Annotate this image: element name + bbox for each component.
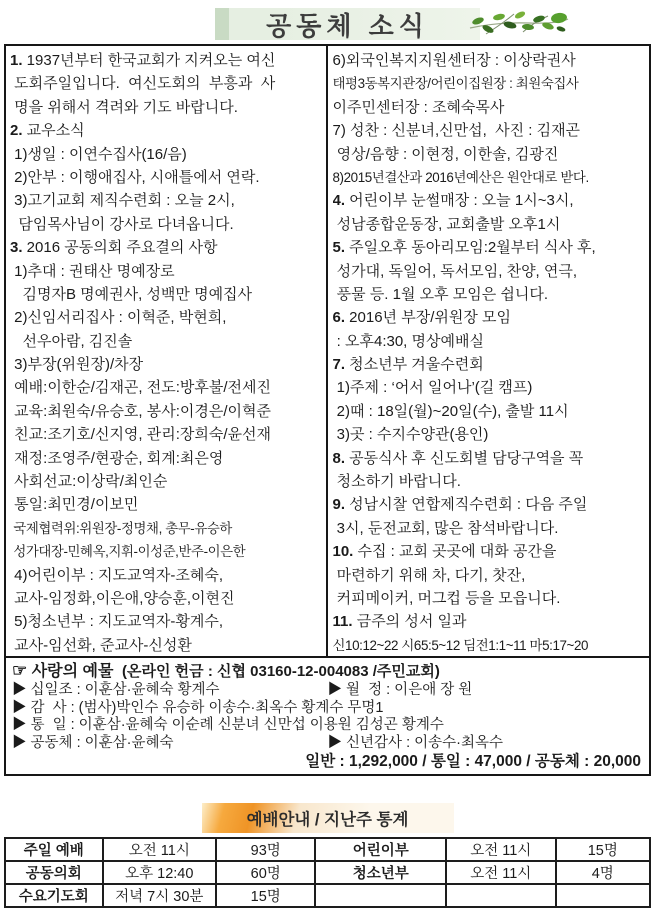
news-line: 성남종합운동장, 교회출발 오후1시 <box>332 215 561 233</box>
offering-row <box>12 700 643 718</box>
news-line: 3시, 둔전교회, 많은 참석바랍니다. <box>332 519 559 537</box>
page-header <box>0 0 655 44</box>
news-line: 3)곳 : 수지수양관(용인) <box>332 426 489 444</box>
news-line: 6. 2016년 부장/위원장 모임 <box>332 309 511 327</box>
news-line: 재정:조영주/현광순, 회계:최은영 <box>10 449 224 467</box>
news-line: 사회선교:이상락/최인순 <box>10 473 168 491</box>
stats-cell: 4명 <box>556 861 650 884</box>
news-line: 5. 주일오후 동아리모임:2월부터 식사 후, <box>332 239 596 257</box>
news-line: 2)안부 : 이행애집사, 시애틀에서 연락. <box>10 168 260 186</box>
stats-row <box>5 838 650 861</box>
stats-header <box>202 803 454 833</box>
news-left-column <box>6 46 328 656</box>
news-line: 8. 공동식사 후 신도회별 담당구역을 꼭 <box>332 449 584 467</box>
stats-cell: 공동의회 <box>5 861 103 884</box>
news-line: 2)신임서리집사 : 이혁준, 박현희, <box>10 309 227 327</box>
news-line: 선우아람, 김진솔 <box>10 332 133 350</box>
offerings-account-info: (온라인 헌금 : 신협 03160-12-004083 /주민교회) <box>117 663 440 680</box>
news-line: : 오후4:30, 명상예배실 <box>332 332 484 350</box>
news-line: 5)청소년부 : 지도교역자-황계수, <box>10 613 224 631</box>
news-right-column <box>328 46 650 656</box>
title-band <box>215 8 480 40</box>
news-line: 1. 1937년부터 한국교회가 지켜오는 여신 <box>10 52 276 69</box>
news-line: 친교:조기호/신지영, 관리:장희숙/윤선재 <box>10 426 272 444</box>
news-line: 통일:최민경/이보민 <box>10 496 139 514</box>
stats-cell: 15명 <box>216 884 315 907</box>
news-line: 1)주제 : ‘어서 일어나’(길 캠프) <box>332 379 533 397</box>
news-line: 8)2015년결산과 2016년예산은 원안대로 받다. <box>332 169 589 185</box>
stats-cell: 오전 11시 <box>103 838 216 861</box>
stats-cell: 오전 11시 <box>446 838 556 861</box>
news-line: 국제협력위:위원장-정명채, 총무-유승하 <box>10 520 232 536</box>
news-line: 1)생일 : 이연수집사(16/음) <box>10 145 187 163</box>
news-line: 3)고기교회 제직수련회 : 오늘 2시, <box>10 192 235 210</box>
stats-cell: 오전 11시 <box>446 861 556 884</box>
news-line: 교사-임정화,이은애,양승훈,이현진 <box>10 589 235 607</box>
offerings-totals: 일반 : 1,292,000 / 통일 : 47,000 / 공동체 : 20,000 <box>305 753 641 770</box>
stats-cell: 주일 예배 <box>5 838 103 861</box>
news-line: 11. 금주의 성서 일과 <box>332 613 467 631</box>
offering-row <box>12 682 643 700</box>
news-line: 신10:12~22 시65:5~12 딤전1:1~11 마5:17~20 <box>332 637 589 653</box>
page-title: 공동체 소식 <box>266 10 429 41</box>
news-line: 이주민센터장 : 조혜숙목사 <box>332 98 505 116</box>
stats-cell: 15명 <box>556 838 650 861</box>
news-line: 7. 청소년부 겨울수련회 <box>332 356 484 374</box>
news-line: 성가대, 독일어, 독서모임, 찬양, 연극, <box>332 262 578 280</box>
offering-row <box>12 735 643 753</box>
stats-table-body <box>5 838 650 907</box>
stats-title: 예배안내 / 지난주 통계 <box>246 811 409 829</box>
offerings-rows <box>12 682 643 752</box>
stats-cell: 어린이부 <box>315 838 446 861</box>
stats-cell: 오후 12:40 <box>103 861 216 884</box>
stats-cell: 수요기도회 <box>5 884 103 907</box>
offerings-box <box>4 656 651 776</box>
offering-entry: ▶ 통 일 : 이훈삼·윤혜숙 이순례 신분녀 신만섭 이용원 김성곤 황계수 <box>12 717 444 733</box>
news-line: 9. 성남시찰 연합제직수련회 : 다음 주일 <box>332 496 588 514</box>
news-line: 7) 성찬 : 신분녀,신만섭, 사진 : 김재곤 <box>332 122 581 140</box>
news-line: 마련하기 위해 차, 다기, 찻잔, <box>332 566 526 584</box>
news-line: 도회주일입니다. 여신도회의 부흥과 사 <box>10 75 276 93</box>
stats-table <box>4 837 651 908</box>
offering-entry: ▶ 월 정 : 이은애 장 원 <box>327 682 473 698</box>
news-line: 4. 어린이부 눈썰매장 : 오늘 1시~3시, <box>332 192 574 210</box>
news-line: 풍물 등. 1월 오후 모임은 쉽니다. <box>332 285 549 303</box>
stats-cell: 저녁 7시 30분 <box>103 884 216 907</box>
news-line: 김명자B 명예권사, 성백만 명예집사 <box>10 285 253 303</box>
offering-entry: ▶ 십일조 : 이훈삼·윤혜숙 황계수 <box>12 682 220 698</box>
news-line: 3. 2016 공동의회 주요결의 사항 <box>10 239 218 257</box>
offering-entry: ▶ 감 사 : (범사)박인수 유승하 이송수·최옥수 황계수 무명1 <box>12 699 384 716</box>
news-line: 2)때 : 18일(월)~20일(수), 출발 11시 <box>332 402 569 420</box>
news-line: 교육:최원숙/유승호, 봉사:이경은/이혁준 <box>10 402 272 420</box>
news-line: 교사-임선화, 준교사-신성환 <box>10 636 192 654</box>
news-line: 명을 위해서 격려와 기도 바랍니다. <box>10 98 238 116</box>
news-line: 영상/음향 : 이현정, 이한솔, 김광진 <box>332 145 559 163</box>
news-box <box>4 44 651 658</box>
news-line: 태평3동복지관장/어린이집원장 : 최원숙집사 <box>332 76 579 92</box>
news-line: 4)어린이부 : 지도교역자-조혜숙, <box>10 566 224 584</box>
stats-cell: 60명 <box>216 861 315 884</box>
news-line: 예배:이한순/김재곤, 전도:방후불/전세진 <box>10 379 272 397</box>
news-line: 커피메이커, 머그컵 등을 모읍니다. <box>332 589 561 607</box>
news-line: 6)외국인복지지원센터장 : 이상락권사 <box>332 52 576 69</box>
news-line: 2. 교우소식 <box>10 122 85 140</box>
offering-row <box>12 717 643 735</box>
news-line: 담임목사님이 강사로 다녀옵니다. <box>10 215 234 233</box>
news-line: 성가대장-민혜옥,지휘-이성준,반주-이은한 <box>10 544 246 560</box>
stats-cell: 93명 <box>216 838 315 861</box>
news-line: 청소하기 바랍니다. <box>332 473 461 491</box>
offerings-title: 사랑의 예물 <box>27 663 118 680</box>
offering-entry: ▶ 신년감사 : 이송수·최옥수 <box>327 734 504 751</box>
news-line: 1)추대 : 권태산 명예장로 <box>10 262 175 280</box>
news-line: 10. 수집 : 교회 곳곳에 대화 공간을 <box>332 543 557 561</box>
pointing-hand-icon: ☞ <box>12 661 28 680</box>
news-line: 3)부장(위원장)/차장 <box>10 356 144 374</box>
stats-cell: 청소년부 <box>315 861 446 884</box>
offerings-heading <box>12 661 643 682</box>
offering-entry: ▶ 공동체 : 이훈삼·윤혜숙 <box>12 734 174 751</box>
stats-row <box>5 861 650 884</box>
leaves-decoration-icon <box>468 6 570 42</box>
